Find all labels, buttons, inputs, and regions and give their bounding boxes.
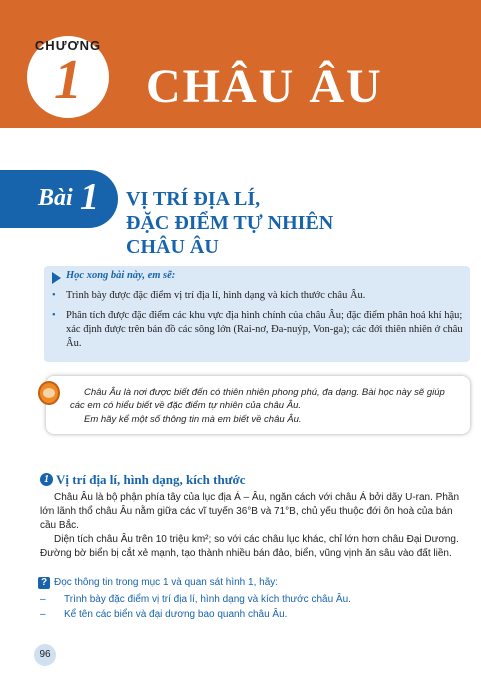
objective-item: • Trình bày được đặc điểm vị trí địa lí, hình dạng và kích thước châu Âu. [52, 290, 366, 301]
section-number-icon: 1 [40, 473, 53, 486]
lesson-word: Bài [38, 185, 73, 211]
objective-item: • Phân tích được đặc điểm các khu vực địa hình chính của châu Âu; đặc điểm phân hoá khí hậu; xác định được trên bản đồ các sông lớn (Rai-nơ, Đa-nuýp, Von-ga); các đới thiên nhiên ở châu Âu. [52, 310, 463, 349]
dash-icon: – [40, 609, 46, 620]
bullet-icon: • [52, 290, 56, 301]
section-paragraph: Châu Âu là bộ phận phía tây của lục địa Á – Âu, ngăn cách với châu Á bởi dãy U-ran. Phần lớn lãnh thổ châu Âu nằm giữa các vĩ tuyến 36°B và 71°B, chủ yếu thuộc đới ôn hoà của bán cầu Bắc. [40, 492, 460, 531]
section-paragraph: Diện tích châu Âu trên 10 triệu km²; so với các châu lục khác, chỉ lớn hơn châu Đại Dương. Đường bờ biển bị cắt xẻ mạnh, tạo thành nhiều bán đảo, biển, vũng vịnh ăn sâu vào đất liền. [40, 534, 459, 559]
intro-prompt: Em hãy kể một số thông tin mà em biết về châu Âu. [84, 414, 302, 425]
lesson-title-line: CHÂU ÂU [126, 236, 219, 258]
lesson-title [126, 187, 426, 259]
objectives-heading: Học xong bài này, em sẽ: [66, 270, 176, 281]
section-title: Vị trí địa lí, hình dạng, kích thước [56, 472, 246, 487]
lesson-title-line: ĐẶC ĐIỂM TỰ NHIÊN [126, 212, 334, 234]
intro-text: Châu Âu là nơi được biết đến có thiên nhiên phong phú, đa dạng. Bài học này sẽ giúp các em có hiểu biết về đặc điểm tự nhiên của châu Âu. [70, 387, 445, 411]
task-item: – Trình bày đặc điểm vị trí địa lí, hình dạng và kích thước châu Âu. [40, 594, 351, 605]
lesson-title-line: VỊ TRÍ ĐỊA LÍ, [126, 188, 261, 210]
bullet-icon: • [52, 310, 56, 321]
arrow-right-icon [52, 272, 61, 284]
dash-icon: – [40, 594, 46, 605]
question-text: Đọc thông tin trong mục 1 và quan sát hình 1, hãy: [54, 577, 279, 588]
chapter-word: CHƯƠNG [34, 38, 102, 53]
task-item: – Kể tên các biển và đại dương bao quanh châu Âu. [40, 609, 288, 620]
page-number: 96 [34, 644, 56, 666]
chapter-number: 1 [54, 49, 82, 111]
chapter-title: CHÂU ÂU [146, 60, 383, 113]
lesson-number: 1 [80, 176, 99, 218]
question-icon: ? [38, 577, 50, 589]
student-avatar-icon [38, 381, 60, 405]
